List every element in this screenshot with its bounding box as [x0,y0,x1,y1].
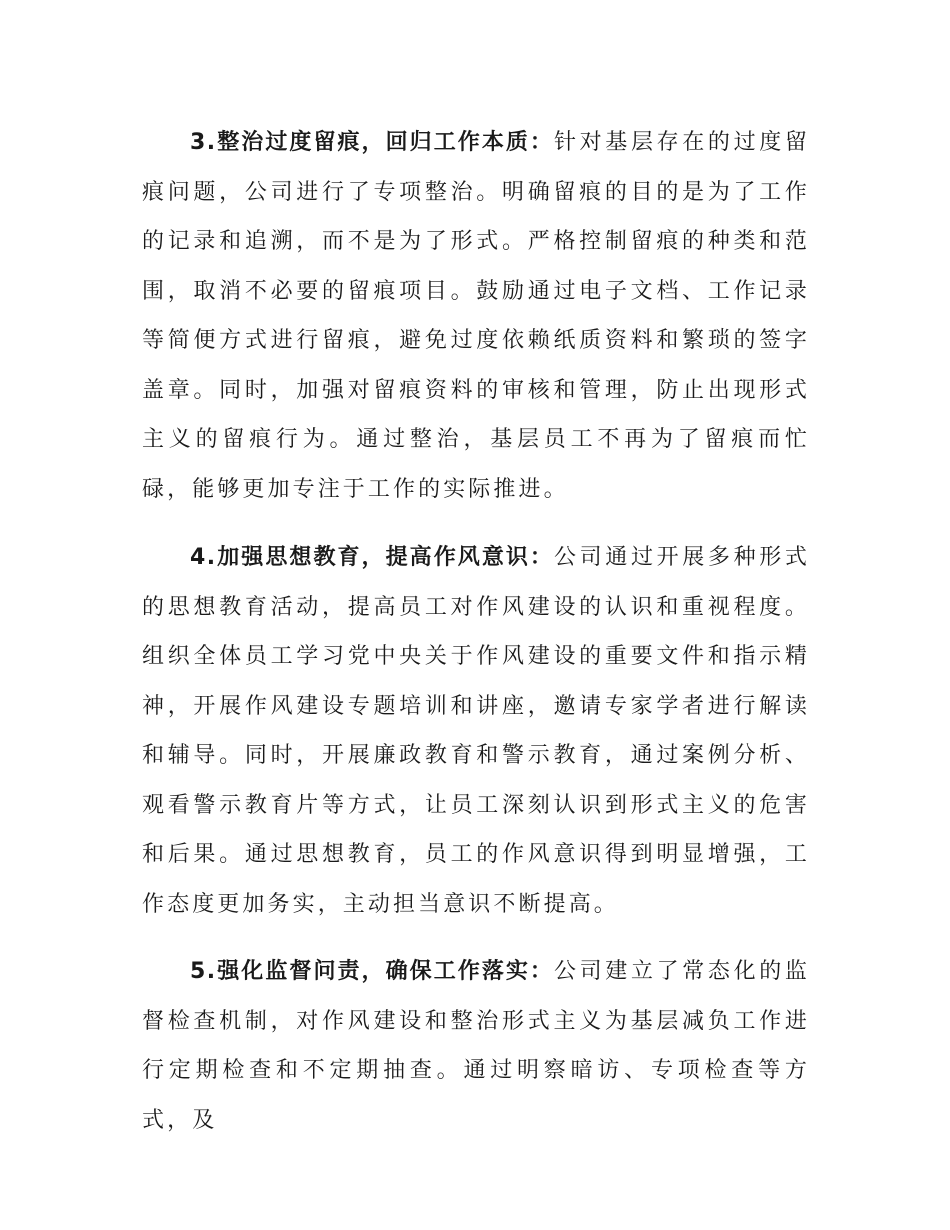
paragraph-5 [142,947,810,1145]
paragraph-5-body: 公司建立了常态化的监督检查机制，对作风建设和整治形式主义为基层减负工作进行定期检查和不定期抽查。通过明察暗访、专项检查等方式，及 [142,959,810,1133]
paragraph-3-heading: 3.整治过度留痕，回归工作本质： [190,130,554,155]
paragraph-3 [142,118,810,514]
paragraph-4 [142,533,810,929]
paragraph-5-heading: 5.强化监督问责，确保工作落实： [190,959,554,984]
paragraph-4-heading: 4.加强思想教育，提高作风意识： [190,545,554,570]
paragraph-4-body: 公司通过开展多种形式的思想教育活动，提高员工对作风建设的认识和重视程度。组织全体员工学习党中央关于作风建设的重要文件和指示精神，开展作风建设专题培训和讲座，邀请专家学者进行解读和辅导。同时，开展廉政教育和警示教育，通过案例分析、观看警示教育片等方式，让员工深刻认识到形式主义的危害和后果。通过思想教育，员工的作风意识得到明显增强，工作态度更加务实，主动担当意识不断提高。 [142,545,810,917]
paragraph-3-body: 针对基层存在的过度留痕问题，公司进行了专项整治。明确留痕的目的是为了工作的记录和追溯，而不是为了形式。严格控制留痕的种类和范围，取消不必要的留痕项目。鼓励通过电子文档、工作记录等简便方式进行留痕，避免过度依赖纸质资料和繁琐的签字盖章。同时，加强对留痕资料的审核和管理，防止出现形式主义的留痕行为。通过整治，基层员工不再为了留痕而忙碌，能够更加专注于工作的实际推进。 [142,130,810,502]
